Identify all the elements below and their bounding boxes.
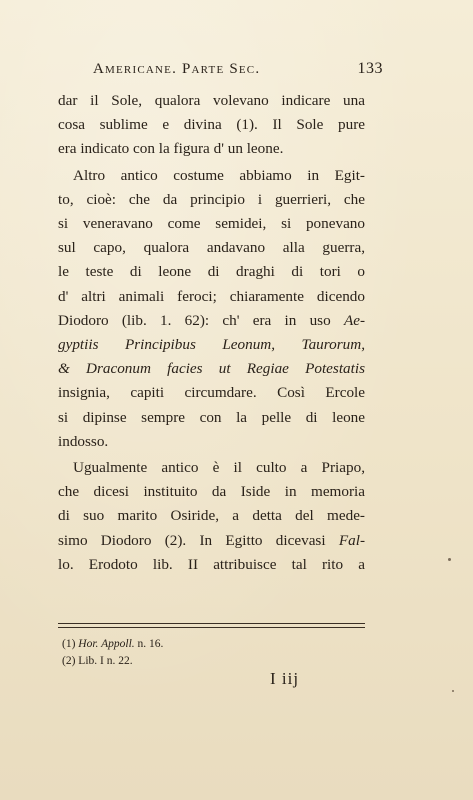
text-line: insignia, capiti circumdare. Così Ercole <box>58 384 365 402</box>
text-line: le teste di leone di draghi di tori o <box>58 263 365 281</box>
footnote-1 <box>62 636 362 653</box>
text-line: indosso. <box>58 432 109 450</box>
body-text <box>58 89 365 577</box>
text-line: sul capo, qualora andavano alla guerra, <box>58 239 365 257</box>
text-segment: Diodoro (lib. 1. 62): ch' era in uso <box>58 311 331 329</box>
text-segment: simo Diodoro (2). In Egitto dicevasi <box>58 531 326 549</box>
text-line: che dicesi instituito da Iside in memoria <box>58 483 365 501</box>
footnote-rule <box>58 623 365 628</box>
text-line-with-italic <box>58 309 365 333</box>
footnotes <box>62 636 362 670</box>
italic-segment: Ae- <box>343 311 366 329</box>
text-line: & Draconum facies ut Regiae Potestatis <box>58 360 365 378</box>
footnote-ref: Lib. I n. 22. <box>78 655 133 667</box>
text-line: d' altri animali feroci; chiaramente dicendo <box>58 287 365 305</box>
paper-speck <box>448 558 451 561</box>
text-line: lo. Erodoto lib. II attribuisce tal rito a <box>58 555 365 573</box>
text-line: era indicato con la figura d' un leone. <box>58 140 284 158</box>
signature-mark: I iij <box>270 669 300 688</box>
paper-speck <box>452 690 454 692</box>
footnote-marker: (2) <box>62 655 76 667</box>
text-line: Ugualmente antico è il culto a Priapo, <box>73 459 365 477</box>
text-line: si veneravano come semidei, si ponevano <box>58 215 365 233</box>
text-line: dar il Sole, qualora volevano indicare una <box>58 92 365 109</box>
text-line: di suo marito Osiride, a detta del mede- <box>58 507 365 525</box>
running-title: Americane. Parte Sec. <box>93 61 261 77</box>
footnote-2 <box>62 653 362 670</box>
text-line-with-italic <box>58 529 365 553</box>
page-number: 133 <box>357 60 383 77</box>
text-line: si dipinse sempre con la pelle di leone <box>58 408 365 426</box>
footnote-marker: (1) <box>62 638 76 650</box>
footnote-source: Hor. Appoll. <box>78 638 135 650</box>
text-line: cosa sublime e divina (1). Il Sole pure <box>58 116 365 134</box>
footnote-ref: n. 16. <box>137 638 164 650</box>
text-line: to, cioè: che da principio i guerrieri, che <box>58 190 365 208</box>
italic-segment: Fal- <box>338 531 366 549</box>
running-header <box>93 60 383 78</box>
text-line: gyptiis Principibus Leonum, Taurorum, <box>58 336 365 354</box>
text-line: Altro antico costume abbiamo in Egit- <box>73 166 365 184</box>
